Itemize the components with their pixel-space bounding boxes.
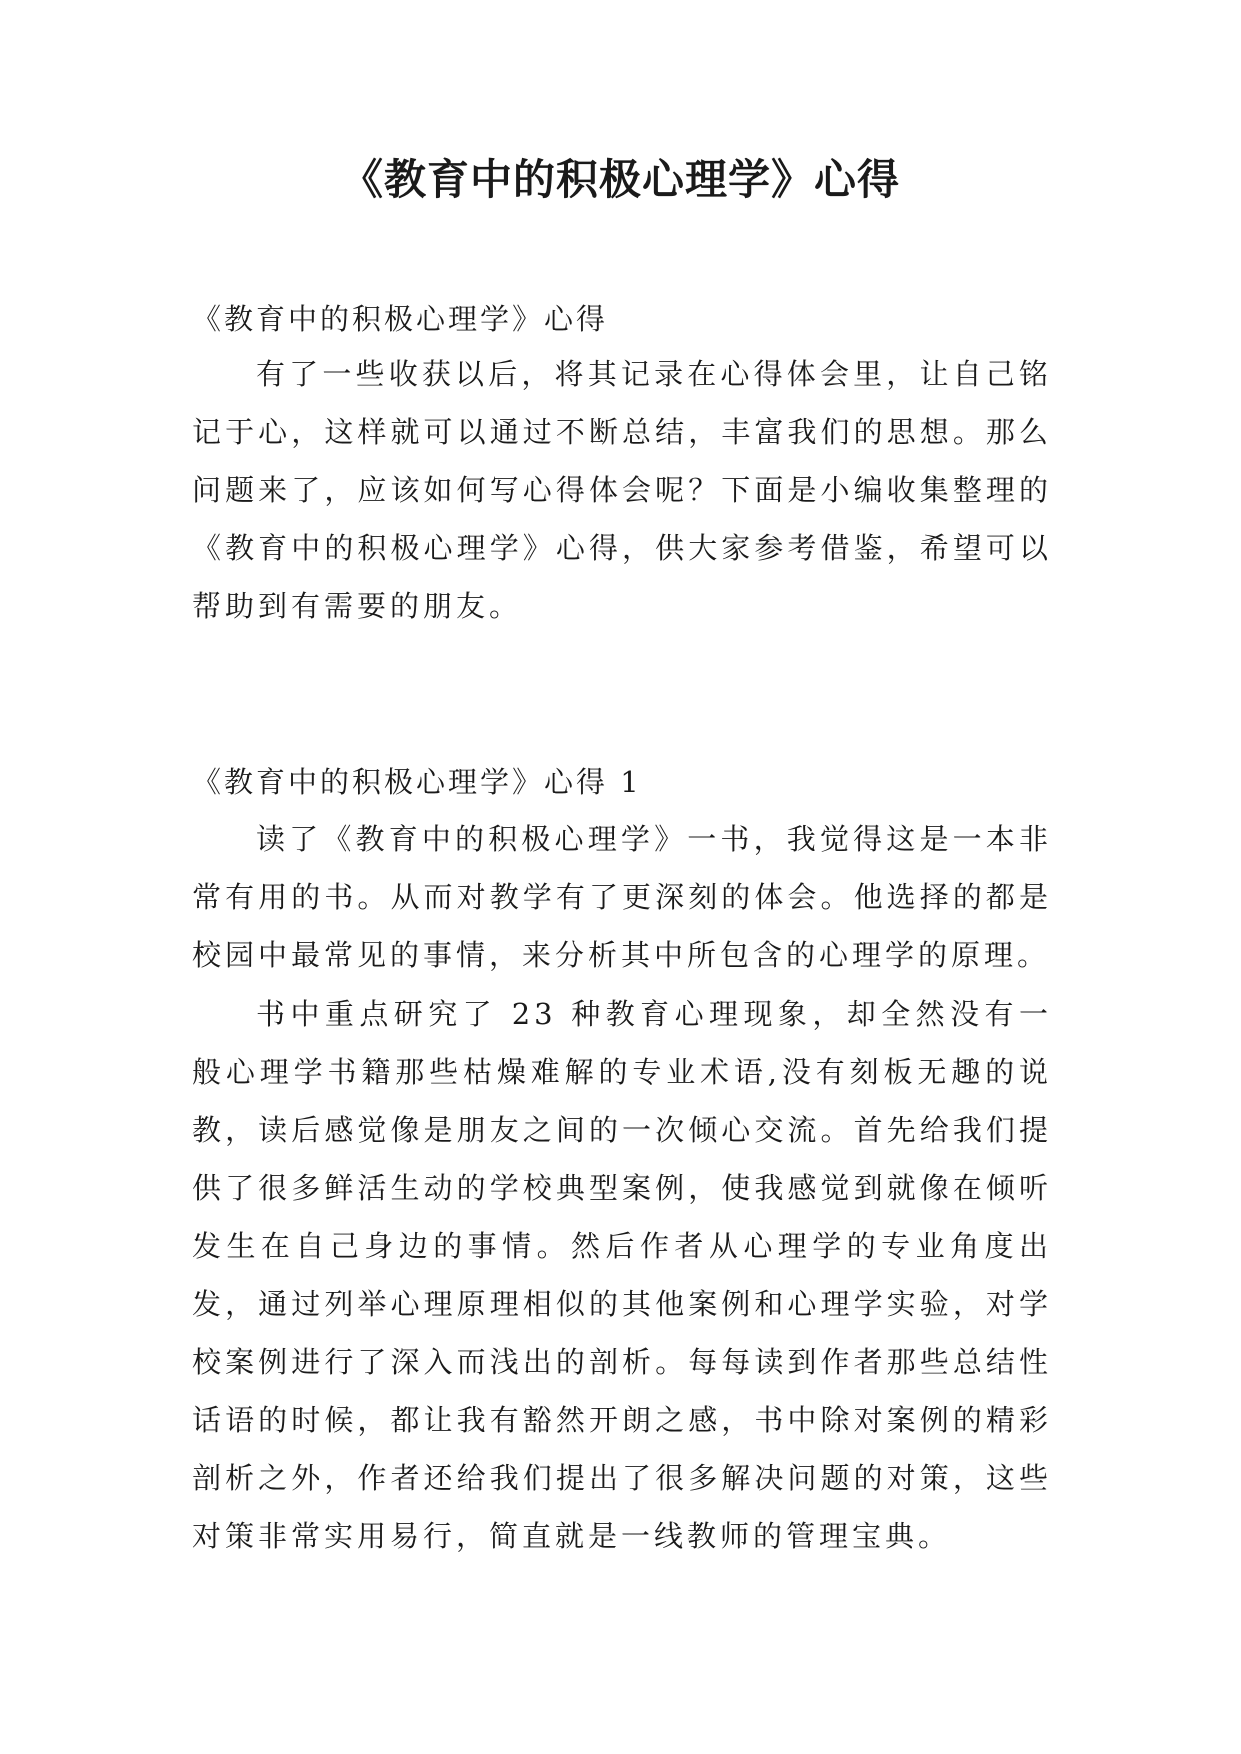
body-paragraph: 读了《教育中的积极心理学》一书，我觉得这是一本非常有用的书。从而对教学有了更深刻的体会。他选择的都是校园中最常见的事情，来分析其中所包含的心理学的原理。	[192, 822, 1052, 972]
intro-paragraph: 有了一些收获以后，将其记录在心得体会里，让自己铭记于心，这样就可以通过不断总结，丰富我们的思想。那么问题来了，应该如何写心得体会呢？下面是小编收集整理的《教育中的积极心理学》心得，供大家参考借鉴，希望可以帮助到有需要的朋友。	[192, 357, 1052, 623]
document-title: 《教育中的积极心理学》心得	[340, 155, 900, 204]
intro-heading: 《教育中的积极心理学》心得	[192, 302, 609, 336]
body-paragraph: 书中重点研究了 23 种教育心理现象，却全然没有一般心理学书籍那些枯燥难解的专业术语,没有刻板无趣的说教，读后感觉像是朋友之间的一次倾心交流。首先给我们提供了很多鲜活生动的学校典型案例，使我感觉到就像在倾听发生在自己身边的事情。然后作者从心理学的专业角度出发，通过列举心理原理相似的其他案例和心理学实验，对学校案例进行了深入而浅出的剖析。每每读到作者那些总结性话语的时候，都让我有豁然开朗之感，书中除对案例的精彩剖析之外，作者还给我们提出了很多解决问题的对策，这些对策非常实用易行，简直就是一线教师的管理宝典。	[192, 997, 1052, 1553]
section-heading: 《教育中的积极心理学》心得 1	[192, 765, 642, 799]
